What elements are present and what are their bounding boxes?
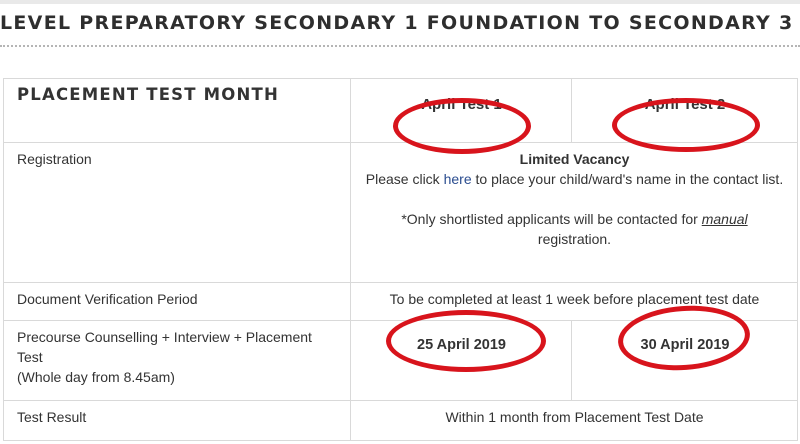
result-label: Test Result [4,401,351,441]
header-test-2: April Test 2 [572,79,798,143]
header-label: PLACEMENT TEST MONTH [4,79,351,143]
table-row-precourse [4,321,798,401]
limited-vacancy-text: Limited Vacancy [519,151,630,167]
document-value: To be completed at least 1 week before placement test date [351,283,798,321]
precourse-date-2: 30 April 2019 [572,321,798,401]
precourse-label-sub: (Whole day from 8.45am) [17,369,175,385]
spacer [364,189,785,209]
table-row-registration [4,143,798,283]
note-suffix: registration. [537,231,612,247]
title-divider [0,45,800,47]
table-row-document-verification [4,283,798,321]
instruction-suffix: to place your child/ward's name in the contact list. [471,171,784,187]
here-link[interactable]: here [443,171,472,187]
precourse-label-main: Precourse Counselling + Interview + Placement Test [17,329,312,365]
registration-label: Registration [4,143,351,283]
note-manual: manual [701,211,748,227]
top-band [0,0,800,4]
section-title: LEVEL PREPARATORY SECONDARY 1 FOUNDATION TO SECONDARY 3 [0,12,794,34]
shortlist-note [364,209,785,249]
precourse-label [4,321,351,401]
registration-details [351,143,798,283]
instruction-prefix: Please click [365,171,444,187]
placement-schedule-table [3,78,798,441]
result-value: Within 1 month from Placement Test Date [351,401,798,441]
document-label: Document Verification Period [4,283,351,321]
registration-instructions [364,169,785,189]
header-test-1: April Test 1 [351,79,572,143]
note-prefix: *Only shortlisted applicants will be contacted for [401,211,702,227]
table-header-row [4,79,798,143]
table-row-test-result [4,401,798,441]
precourse-date-1: 25 April 2019 [351,321,572,401]
